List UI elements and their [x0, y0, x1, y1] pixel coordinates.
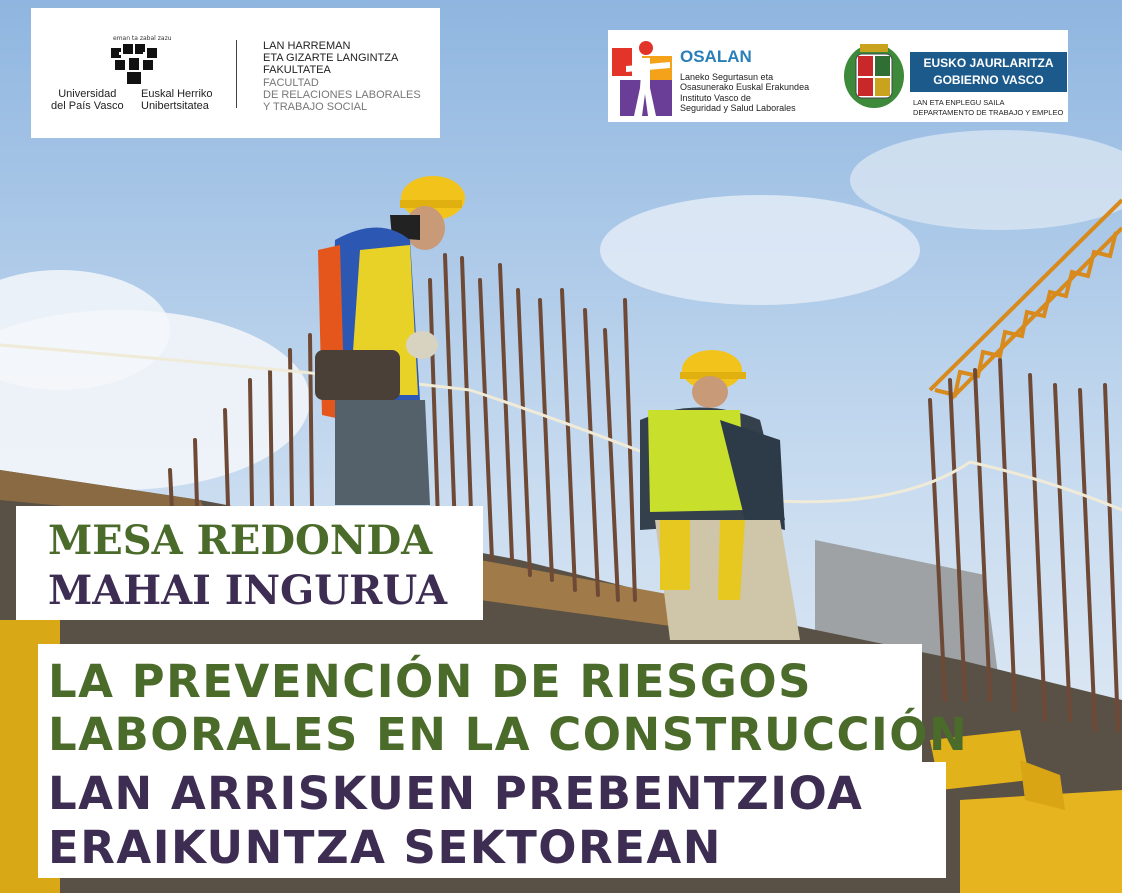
osalan-figure-icon	[612, 38, 676, 118]
logo-divider	[236, 40, 237, 108]
faculty-name-eu: LAN HARREMAN ETA GIZARTE LANGINTZA FAKULTATEA	[263, 40, 399, 76]
osalan-name-es: Instituto Vasco de Seguridad y Salud Laborales	[680, 93, 796, 113]
upv-name-eu: Euskal Herriko Unibertsitatea	[141, 88, 213, 112]
institution-logos-panel	[608, 30, 1068, 122]
osalan-name-eu: Laneko Segurtasun eta Osasunerako Euskal Erakundea	[680, 72, 810, 92]
title-eu-line-1: LAN ARRISKUEN PREBENTZIOA	[48, 767, 864, 820]
osalan-title: OSALAN	[680, 47, 752, 66]
faculty-name-es: FACULTAD DE RELACIONES LABORALES Y TRABAJO SOCIAL	[263, 77, 421, 113]
title-es-line-1: LA PREVENCIÓN DE RIESGOS	[48, 655, 813, 708]
university-logo-panel	[31, 8, 440, 138]
title-es-line-2: LABORALES EN LA CONSTRUCCIÓN	[48, 708, 969, 761]
upv-name-es: Universidad del País Vasco	[51, 88, 124, 112]
event-type-es: MESA REDONDA	[48, 517, 433, 564]
title-eu-line-2: ERAIKUNTZA SEKTOREAN	[48, 821, 722, 874]
event-type-eu: MAHAI INGURUA	[48, 567, 448, 614]
government-name-box: EUSKO JAURLARITZA GOBIERNO VASCO	[910, 52, 1067, 92]
upv-motto: eman ta zabal zazu	[113, 35, 172, 42]
government-department: LAN ETA ENPLEGU SAILA DEPARTAMENTO DE TRABAJO Y EMPLEO	[913, 98, 1064, 117]
upv-emblem-icon	[107, 44, 161, 84]
basque-coat-of-arms-icon	[842, 38, 906, 110]
